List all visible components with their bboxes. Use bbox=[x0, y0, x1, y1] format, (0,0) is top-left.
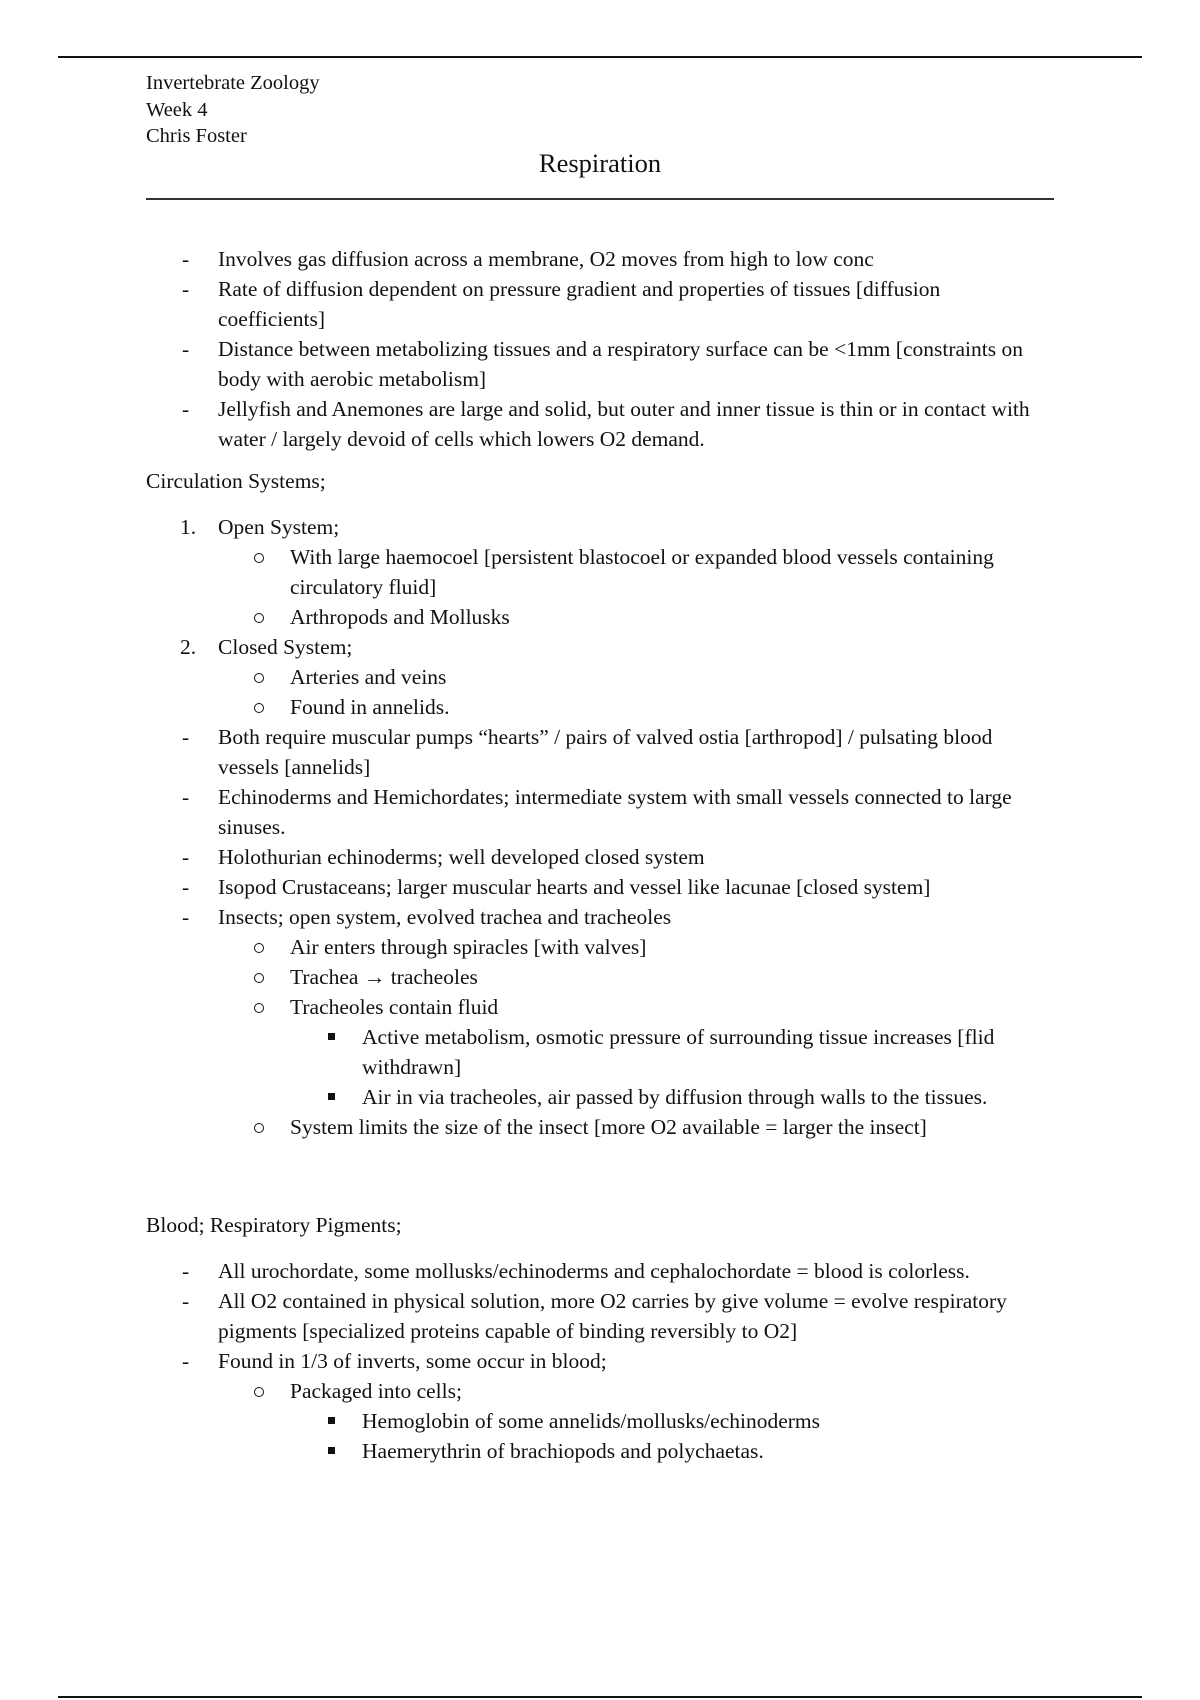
circle-bullet-icon bbox=[254, 962, 284, 994]
list-item-text: Found in 1/3 of inverts, some occur in blood; bbox=[218, 1349, 607, 1373]
circle-bullet-icon bbox=[254, 1376, 284, 1408]
square-bullet-icon bbox=[328, 1022, 358, 1052]
sub-list-item bbox=[146, 1112, 1046, 1142]
list-item-text: Haemerythrin of brachiopods and polychaetas. bbox=[362, 1439, 764, 1463]
list-item bbox=[146, 782, 1046, 842]
dash-marker: - bbox=[182, 337, 190, 361]
document-header bbox=[146, 70, 320, 150]
sub-list-item bbox=[146, 662, 1046, 692]
sub-sub-list-item bbox=[146, 1082, 1046, 1112]
dash-marker: - bbox=[182, 845, 190, 869]
circle-bullet-icon bbox=[254, 1112, 284, 1144]
number-marker: 2. bbox=[180, 635, 197, 659]
square-bullet-icon bbox=[328, 1082, 358, 1112]
sub-sub-list-item bbox=[146, 1436, 1046, 1466]
sub-list-item bbox=[146, 1376, 1046, 1406]
numbered-item bbox=[146, 632, 1046, 662]
document-body bbox=[146, 244, 1046, 1466]
dash-marker: - bbox=[182, 905, 190, 929]
circle-bullet-icon bbox=[254, 542, 284, 574]
circle-bullet-icon bbox=[254, 932, 284, 964]
page-top-rule bbox=[58, 56, 1142, 58]
page-bottom-rule bbox=[58, 1696, 1142, 1698]
list-item-text: Air enters through spiracles [with valves] bbox=[290, 935, 647, 959]
list-item-text: Trachea → tracheoles bbox=[290, 965, 478, 989]
circulation-heading: Circulation Systems; bbox=[146, 469, 326, 493]
list-item-text: Hemoglobin of some annelids/mollusks/echinoderms bbox=[362, 1409, 821, 1433]
sub-list-item bbox=[146, 932, 1046, 962]
sub-list-item bbox=[146, 962, 1046, 992]
list-item-text: Packaged into cells; bbox=[290, 1379, 462, 1403]
sub-list-item bbox=[146, 542, 1046, 602]
blood-heading: Blood; Respiratory Pigments; bbox=[146, 1213, 402, 1237]
list-item-text: With large haemocoel [persistent blastocoel or expanded blood vessels containing circulatory fluid] bbox=[290, 545, 994, 599]
sub-list-item bbox=[146, 692, 1046, 722]
list-item-text: Distance between metabolizing tissues and a respiratory surface can be <1mm [constraints on body with aerobic metabolism] bbox=[218, 337, 1023, 391]
list-item bbox=[146, 244, 1046, 274]
list-item bbox=[146, 274, 1046, 334]
list-item-text: Involves gas diffusion across a membrane, O2 moves from high to low conc bbox=[218, 247, 874, 271]
list-item-text: Air in via tracheoles, air passed by diffusion through walls to the tissues. bbox=[362, 1085, 988, 1109]
list-item-text: Rate of diffusion dependent on pressure gradient and properties of tissues [diffusion coefficients] bbox=[218, 277, 941, 331]
number-marker: 1. bbox=[180, 515, 197, 539]
circle-bullet-icon bbox=[254, 662, 284, 694]
circle-bullet-icon bbox=[254, 602, 284, 634]
list-item-text: Open System; bbox=[218, 515, 340, 539]
list-item bbox=[146, 722, 1046, 782]
sub-list-item bbox=[146, 602, 1046, 632]
list-item bbox=[146, 334, 1046, 394]
dash-marker: - bbox=[182, 1289, 190, 1313]
list-item-text: All urochordate, some mollusks/echinoderms and cephalochordate = blood is colorless. bbox=[218, 1259, 970, 1283]
list-item bbox=[146, 1286, 1046, 1346]
dash-marker: - bbox=[182, 725, 190, 749]
dash-marker: - bbox=[182, 785, 190, 809]
author-name: Chris Foster bbox=[146, 125, 247, 147]
list-item bbox=[146, 902, 1046, 932]
list-item bbox=[146, 872, 1046, 902]
dash-marker: - bbox=[182, 247, 190, 271]
list-item bbox=[146, 1256, 1046, 1286]
course-name: Invertebrate Zoology bbox=[146, 72, 320, 94]
list-item-text: System limits the size of the insect [more O2 available = larger the insect] bbox=[290, 1115, 927, 1139]
list-item-text: Echinoderms and Hemichordates; intermediate system with small vessels connected to large sinuses. bbox=[218, 785, 1012, 839]
list-item bbox=[146, 1346, 1046, 1376]
list-item-text: Holothurian echinoderms; well developed closed system bbox=[218, 845, 705, 869]
circle-bullet-icon bbox=[254, 992, 284, 1024]
list-item-text: Isopod Crustaceans; larger muscular hearts and vessel like lacunae [closed system] bbox=[218, 875, 931, 899]
dash-marker: - bbox=[182, 277, 190, 301]
square-bullet-icon bbox=[328, 1406, 358, 1436]
spacer bbox=[146, 1142, 1046, 1198]
list-item-text: All O2 contained in physical solution, more O2 carries by give volume = evolve respiratory pigments [specialized proteins capable of binding reversibly to O2] bbox=[218, 1289, 1007, 1343]
square-bullet-icon bbox=[328, 1436, 358, 1466]
list-item-text: Found in annelids. bbox=[290, 695, 450, 719]
title-rule bbox=[146, 198, 1054, 200]
page-title: Respiration bbox=[538, 148, 662, 178]
dash-marker: - bbox=[182, 1259, 190, 1283]
list-item bbox=[146, 842, 1046, 872]
list-item-text: Tracheoles contain fluid bbox=[290, 995, 499, 1019]
dash-marker: - bbox=[182, 1349, 190, 1373]
list-item-text: Arthropods and Mollusks bbox=[290, 605, 510, 629]
circle-bullet-icon bbox=[254, 692, 284, 724]
list-item-text: Active metabolism, osmotic pressure of surrounding tissue increases [flid withdrawn] bbox=[362, 1025, 995, 1079]
sub-list-item bbox=[146, 992, 1046, 1022]
numbered-item bbox=[146, 512, 1046, 542]
dash-marker: - bbox=[182, 397, 190, 421]
week-label: Week 4 bbox=[146, 98, 208, 121]
list-item-text: Closed System; bbox=[218, 635, 353, 659]
list-item-text: Insects; open system, evolved trachea and tracheoles bbox=[218, 905, 672, 929]
list-item bbox=[146, 394, 1046, 454]
dash-marker: - bbox=[182, 875, 190, 899]
list-item-text: Both require muscular pumps “hearts” / pairs of valved ostia [arthropod] / pulsating blood vessels [annelids] bbox=[218, 725, 993, 779]
sub-sub-list-item bbox=[146, 1022, 1046, 1082]
sub-sub-list-item bbox=[146, 1406, 1046, 1436]
list-item-text: Arteries and veins bbox=[290, 665, 447, 689]
list-item-text: Jellyfish and Anemones are large and solid, but outer and inner tissue is thin or in contact with water / largely devoid of cells which lowers O2 demand. bbox=[218, 397, 1030, 451]
